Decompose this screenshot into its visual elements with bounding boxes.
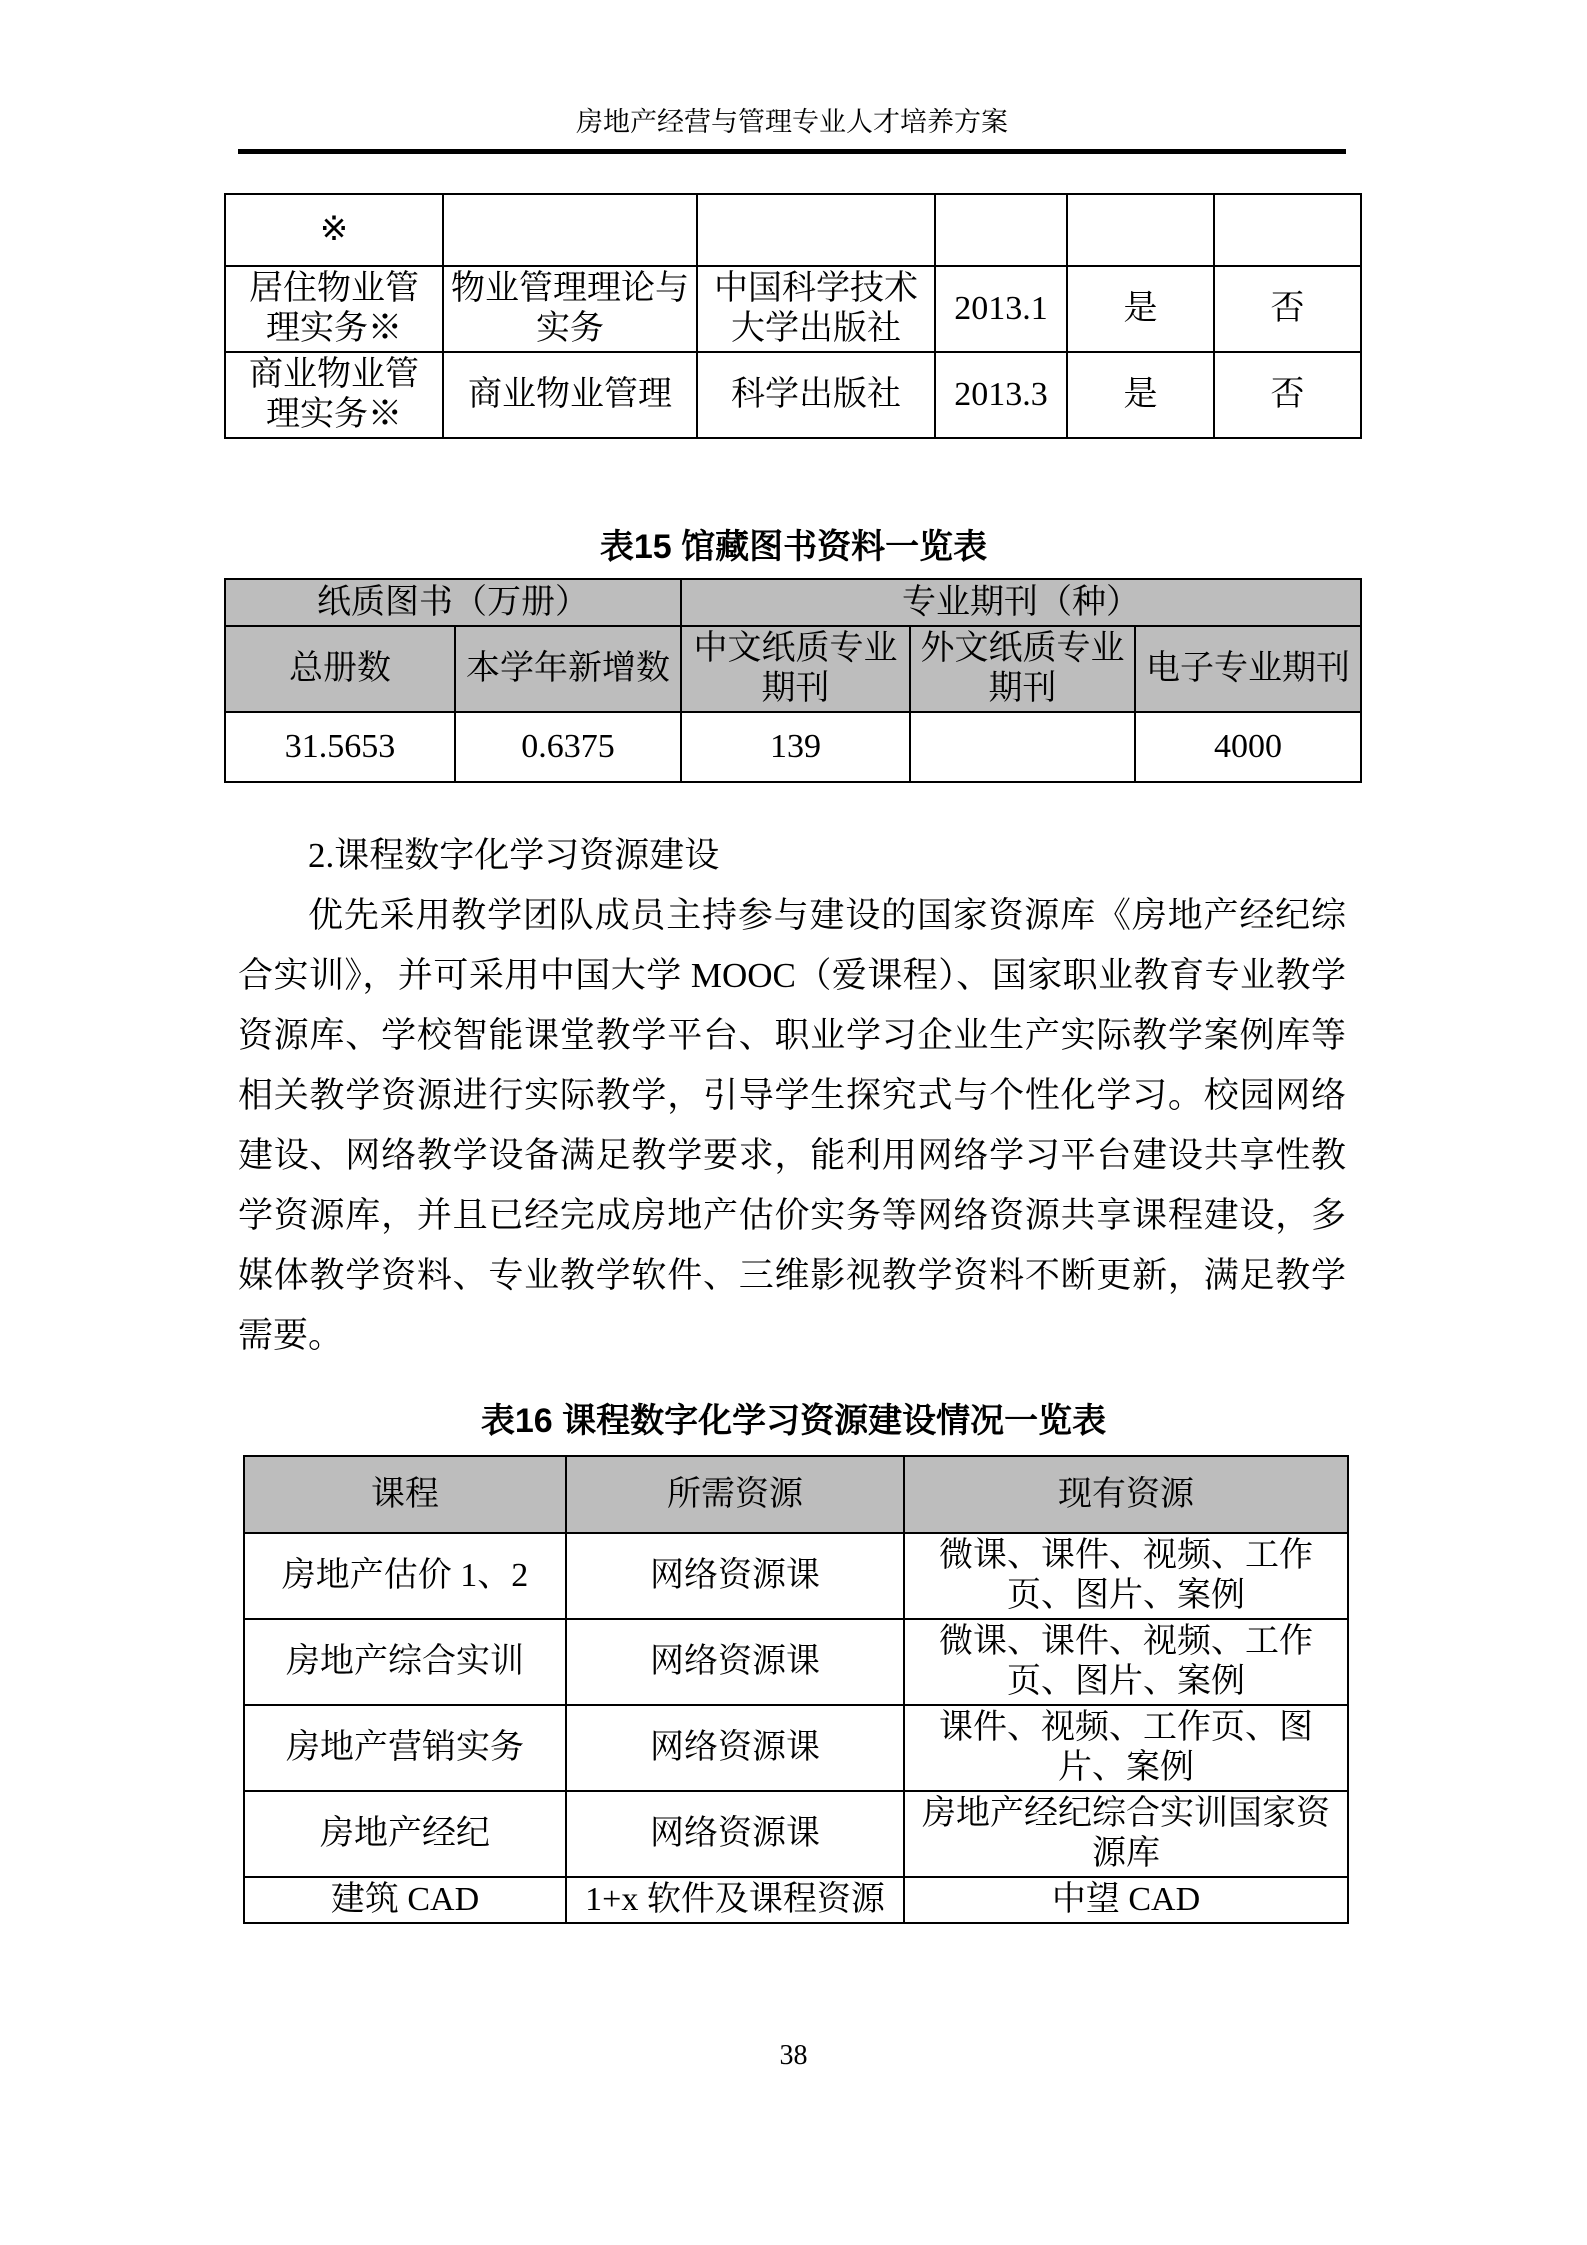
table-cell: 4000 bbox=[1135, 712, 1361, 782]
table-row bbox=[244, 1533, 1348, 1619]
table-cell: 网络资源课 bbox=[566, 1705, 904, 1791]
page-number: 38 bbox=[779, 2040, 808, 2071]
table-cell bbox=[910, 712, 1135, 782]
table-row bbox=[244, 1456, 1348, 1533]
table16-title: 表16 课程数字化学习资源建设情况一览表 bbox=[480, 1402, 1107, 1440]
section-heading: 2.课程数字化学习资源建设 bbox=[308, 836, 720, 875]
table15-title: 表15 馆藏图书资料一览表 bbox=[599, 528, 988, 566]
table-cell: 网络资源课 bbox=[566, 1533, 904, 1619]
table-row bbox=[244, 1791, 1348, 1877]
table-cell: 是 bbox=[1067, 266, 1214, 352]
table-cell: 物业管理理论与实务 bbox=[443, 266, 697, 352]
column-header: 总册数 bbox=[225, 626, 455, 712]
header-title: 房地产经营与管理专业人才培养方案 bbox=[576, 107, 1008, 137]
table-row bbox=[225, 626, 1361, 712]
digital-resources-section bbox=[238, 826, 1346, 1366]
table-cell: 商业物业管理实务※ bbox=[225, 352, 443, 438]
table-row bbox=[225, 712, 1361, 782]
table-cell: 房地产经纪 bbox=[244, 1791, 566, 1877]
column-header: 本学年新增数 bbox=[455, 626, 681, 712]
table-cell: 课件、视频、工作页、图片、案例 bbox=[904, 1705, 1348, 1791]
table-row bbox=[244, 1619, 1348, 1705]
table-cell bbox=[1067, 194, 1214, 266]
table-row bbox=[244, 1705, 1348, 1791]
table-cell bbox=[697, 194, 935, 266]
table-cell: 房地产经纪综合实训国家资源库 bbox=[904, 1791, 1348, 1877]
table-row bbox=[225, 352, 1361, 438]
table-cell: ※ bbox=[225, 194, 443, 266]
table-cell: 是 bbox=[1067, 352, 1214, 438]
table-row bbox=[225, 194, 1361, 266]
page-header bbox=[238, 106, 1346, 154]
table-cell bbox=[1214, 194, 1361, 266]
table-cell: 否 bbox=[1214, 266, 1361, 352]
table-cell: 建筑 CAD bbox=[244, 1877, 566, 1923]
table-row bbox=[225, 579, 1361, 626]
column-header: 中文纸质专业期刊 bbox=[681, 626, 910, 712]
table-cell: 微课、课件、视频、工作页、图片、案例 bbox=[904, 1619, 1348, 1705]
column-header: 电子专业期刊 bbox=[1135, 626, 1361, 712]
table-cell: 微课、课件、视频、工作页、图片、案例 bbox=[904, 1533, 1348, 1619]
body-paragraph: 优先采用教学团队成员主持参与建设的国家资源库《房地产经纪综合实训》，并可采用中国大学 MOOC（爱课程）、国家职业教育专业教学资源库、学校智能课堂教学平台、职业学习企业生产实际教学案例库等相关教学资源进行实际教学，引导学生探究式与个性化学习。校园网络建设、网络教学设备满足教学要求，能利用网络学习平台建设共享性教学资源库，并且已经完成房地产估价实务等网络资源共享课程建设，多媒体教学资料、专业教学软件、三维影视教学资料不断更新，满足教学需要。 bbox=[238, 896, 1346, 1355]
table-cell: 否 bbox=[1214, 352, 1361, 438]
table-cell: 2013.1 bbox=[935, 266, 1067, 352]
table-cell bbox=[935, 194, 1067, 266]
column-header: 外文纸质专业期刊 bbox=[910, 626, 1135, 712]
column-header: 现有资源 bbox=[904, 1456, 1348, 1533]
table-row bbox=[244, 1877, 1348, 1923]
group-header-journals: 专业期刊（种） bbox=[681, 579, 1361, 626]
textbook-table-continued bbox=[224, 193, 1362, 439]
table-cell: 房地产综合实训 bbox=[244, 1619, 566, 1705]
table-cell: 中国科学技术大学出版社 bbox=[697, 266, 935, 352]
table-row bbox=[225, 266, 1361, 352]
table-cell: 2013.3 bbox=[935, 352, 1067, 438]
table-cell: 网络资源课 bbox=[566, 1619, 904, 1705]
table-cell bbox=[443, 194, 697, 266]
table-cell: 科学出版社 bbox=[697, 352, 935, 438]
table-cell: 居住物业管理实务※ bbox=[225, 266, 443, 352]
table-cell: 0.6375 bbox=[455, 712, 681, 782]
table-cell: 1+x 软件及课程资源 bbox=[566, 1877, 904, 1923]
column-header: 课程 bbox=[244, 1456, 566, 1533]
table-cell: 房地产营销实务 bbox=[244, 1705, 566, 1791]
group-header-paper-books: 纸质图书（万册） bbox=[225, 579, 681, 626]
library-collection-table bbox=[224, 578, 1362, 783]
digital-resources-table bbox=[243, 1455, 1349, 1924]
table-cell: 网络资源课 bbox=[566, 1791, 904, 1877]
table-cell: 商业物业管理 bbox=[443, 352, 697, 438]
column-header: 所需资源 bbox=[566, 1456, 904, 1533]
table-cell: 139 bbox=[681, 712, 910, 782]
table-cell: 中望 CAD bbox=[904, 1877, 1348, 1923]
table-cell: 31.5653 bbox=[225, 712, 455, 782]
table-cell: 房地产估价 1、2 bbox=[244, 1533, 566, 1619]
